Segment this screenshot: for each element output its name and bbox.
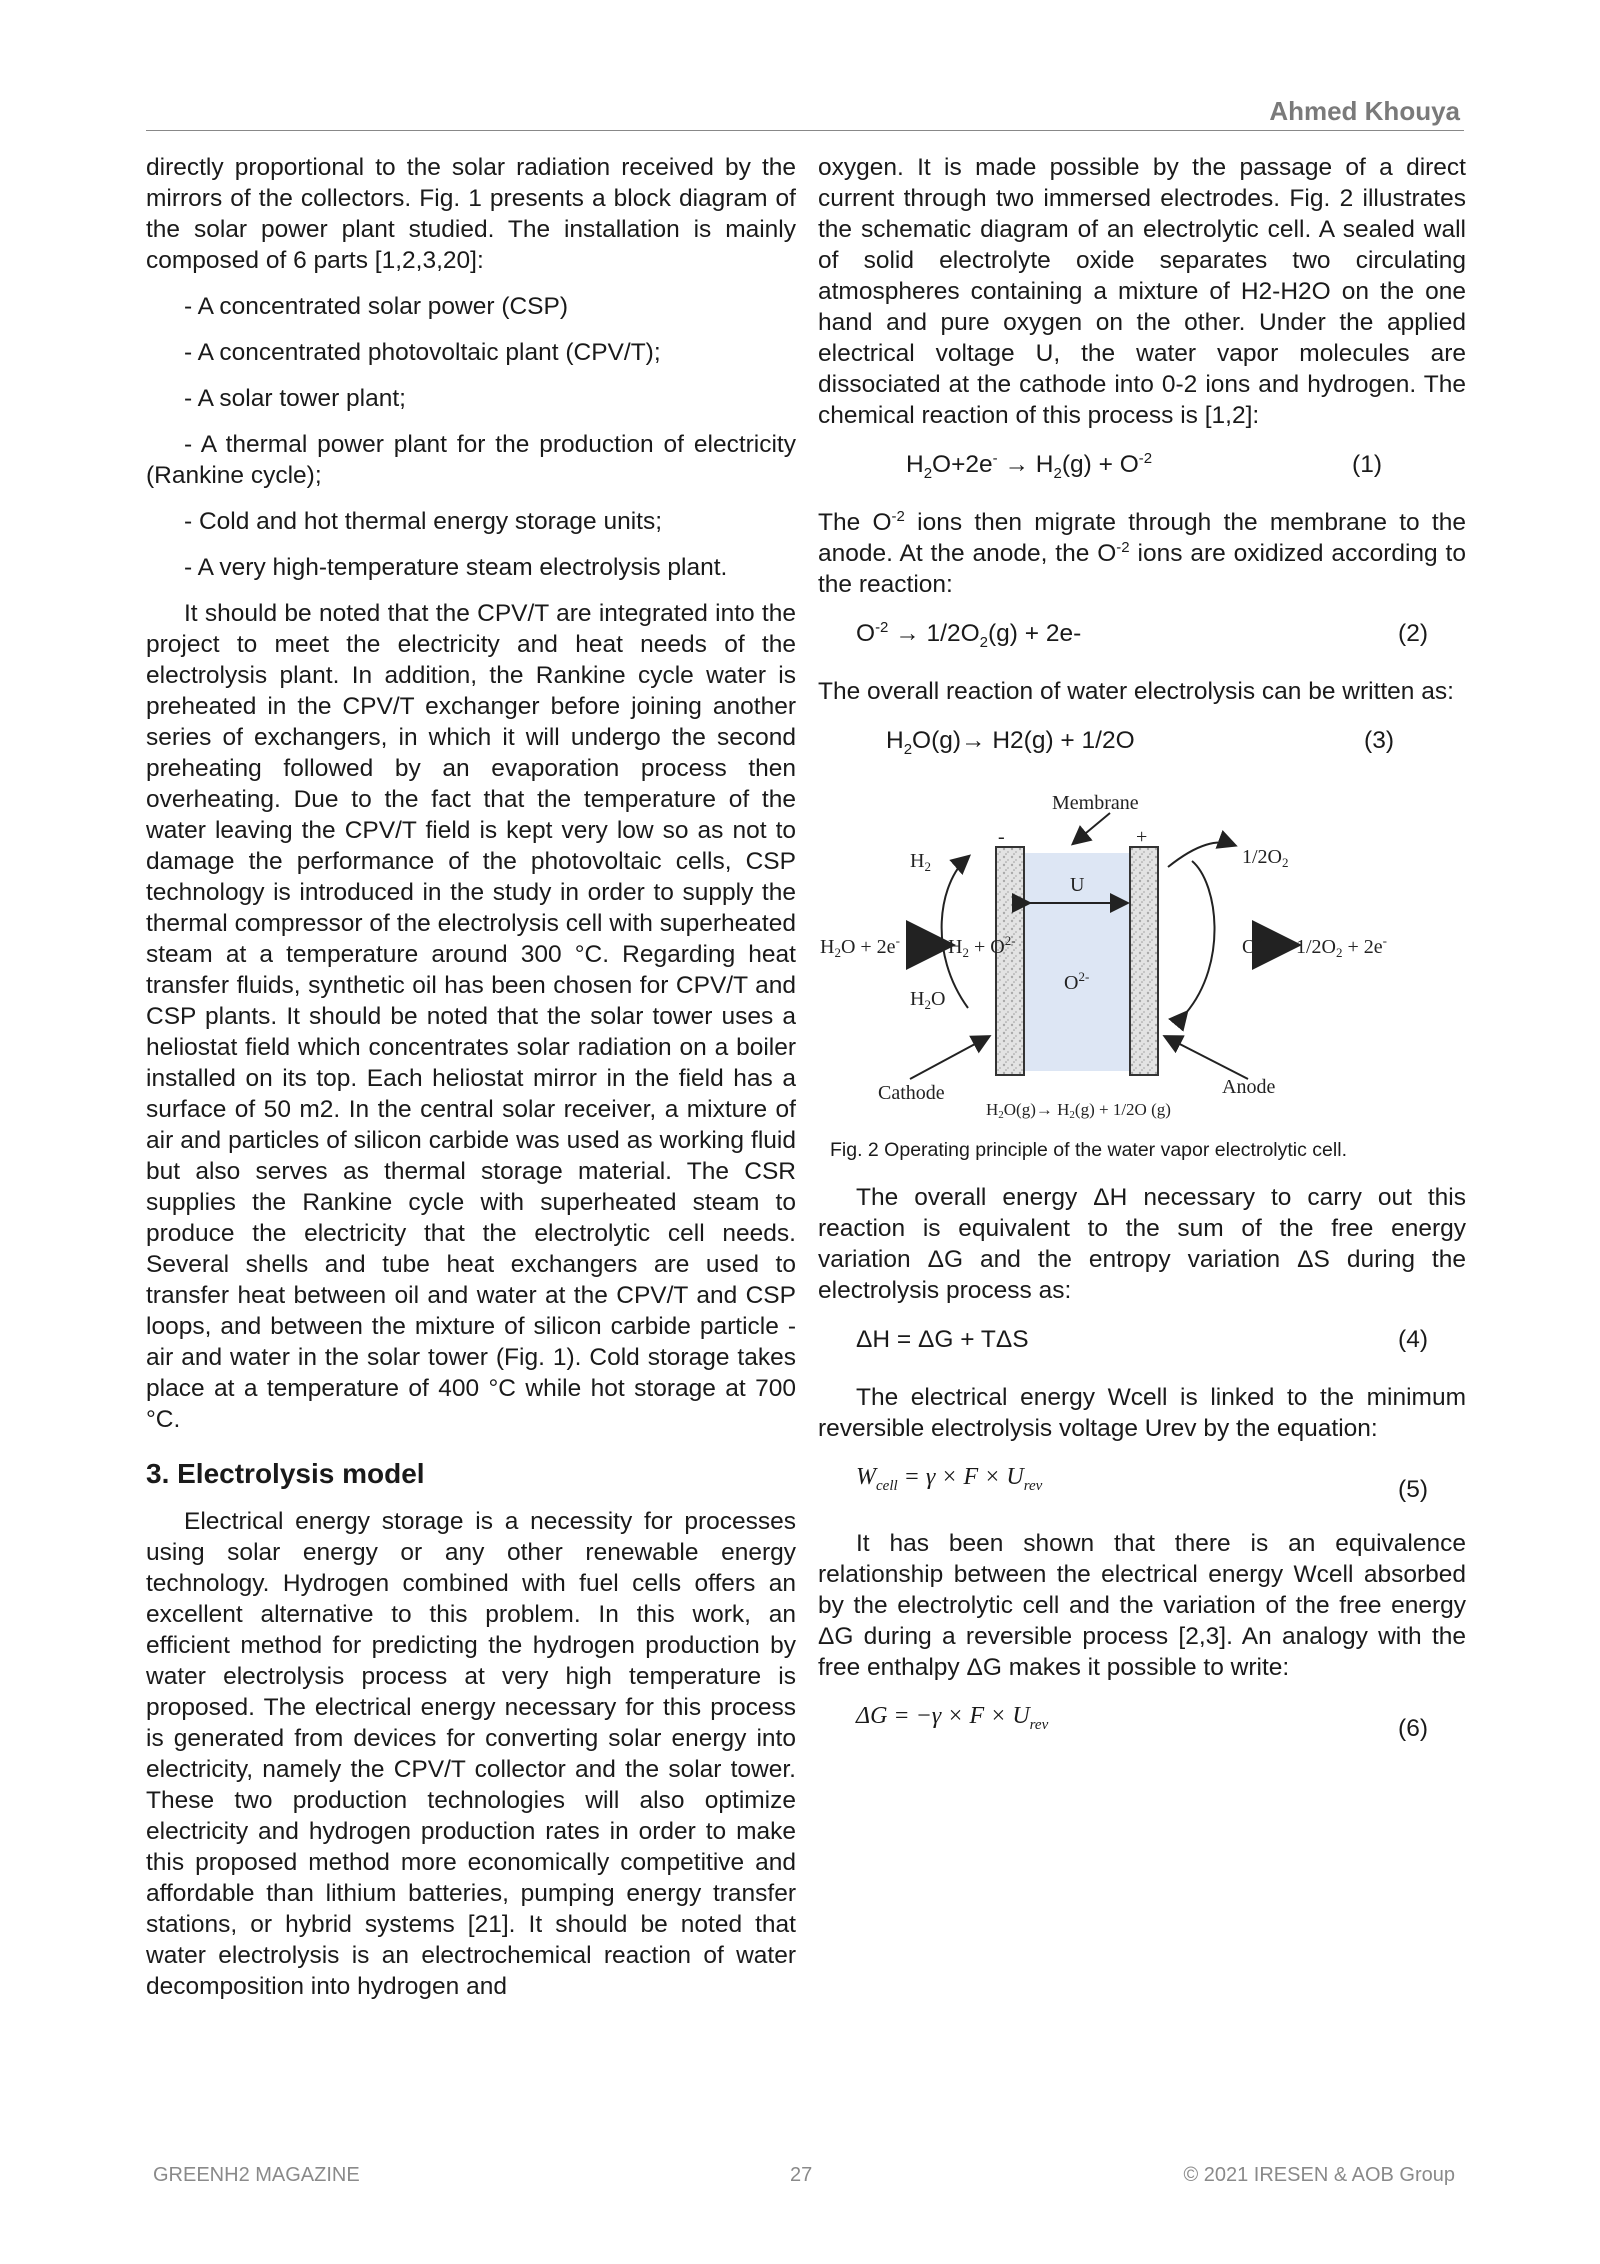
equation-number: (3) (1364, 727, 1394, 754)
list-item: - Cold and hot thermal energy storage units; (184, 508, 663, 535)
equation-1 (818, 449, 1466, 485)
equation-number: (1) (1352, 451, 1382, 478)
list-item: - A concentrated solar power (CSP) (184, 293, 569, 320)
equation-formula: $\Delta G = -\gamma \times F \times U_{rev}$ (856, 1703, 1049, 1733)
list-item: - A very high-temperature steam electrolysis plant. (184, 554, 728, 581)
figure-caption: Fig. 2 Operating principle of the water vapor electrolytic cell. (830, 1139, 1347, 1161)
paragraph: Electrical energy storage is a necessity for processes using solar energy or any other renewable energy technology. Hydrogen combined with fuel cells offers an excellent alternative to this problem. In this work, an efficient method for predicting the hydrogen production by water electrolysis process at very high temperature is proposed. The electrical energy necessary for this process is generated from devices for converting solar energy into electricity, namely the CPV/T collector and the solar tower. These two production technologies will also optimize electricity and hydrogen production rates in order to make this proposed method more economically competitive and affordable than lithium batteries, pumping energy transfer stations, or hybrid systems [21]. It should be noted that water electrolysis is an electrochemical reaction of water decomposition into hydrogen and (146, 1508, 796, 2000)
equation-4 (818, 1324, 1466, 1360)
paragraph: The electrical energy Wcell is linked to the minimum reversible electrolysis voltage Urev by the equation: (818, 1384, 1466, 1442)
paragraph: It should be noted that the CPV/T are integrated into the project to meet the electricity and heat needs of the electrolysis plant. In addition, the Rankine cycle water is preheated in the CPV/T exchanger before joining another series of exchangers, in which it will undergo the second preheating followed by an evaporation process then overheating. Due to the fact that the temperature of the water leaving the CPV/T field is kept very low so as not to damage the performance of the photovoltaic cells, CSP technology is introduced in the study in order to supply the thermal compressor of the electrolysis cell with superheated steam at a temperature around 300 °C. Regarding heat transfer fluids, synthetic oil has been chosen for CPV/T and CSP plants. It should be noted that the solar tower uses a heliostat field which concentrates solar radiation on a boiler installed on its top. Each heliostat mirror in the field has a surface of 50 m2. In the central solar receiver, a mixture of air and particles of silicon carbide was used as working fluid but also serves as thermal storage material. The CSR supplies the Rankine cycle with superheated steam to produce the electricity that the electrolytic cell needs. Several shells and tube heat exchangers are used to transfer heat between oil and water at the CPV/T and CSP loops, and between the mixture of silicon carbide particle -air and water in the solar tower (Fig. 1). Cold storage takes place at a temperature of 400 °C while hot storage at 700 °C. (146, 600, 796, 1433)
paragraph: directly proportional to the solar radiation received by the mirrors of the collectors. Fig. 1 presents a block diagram of the solar power plant studied. The installation is mainly composed of 6 parts [1,2,3,20]: (146, 154, 796, 274)
paragraph: The overall energy ΔH necessary to carry out this reaction is equivalent to the sum of the free energy variation ΔG and the entropy variation ΔS during the electrolysis process as: (818, 1184, 1466, 1304)
equation-3 (818, 725, 1466, 761)
h2-flow-arrow (942, 857, 968, 1008)
equation-number: (4) (1398, 1326, 1428, 1353)
anode-electrode (1130, 847, 1158, 1075)
footer-copyright: © 2021 IRESEN & AOB Group (1183, 2164, 1455, 2186)
equation-2 (818, 618, 1466, 654)
footer-magazine: GREENH2 MAGAZINE (153, 2164, 360, 2186)
footer-page-number: 27 (790, 2164, 813, 2186)
equation-formula: $H_2O(g)\to H2(g) + 1/2O$ (886, 727, 1135, 758)
h2-label: $H_2$ (910, 850, 931, 874)
electrolytic-cell-diagram (818, 783, 1466, 1133)
equation-number: (2) (1398, 620, 1428, 647)
header-rule (146, 130, 1464, 131)
membrane-arrow (1074, 813, 1110, 843)
membrane-label: Membrane (1052, 792, 1139, 814)
equation-formula: ΔH = ΔG + TΔS (856, 1326, 1029, 1353)
anode-products: $1/2O_2 + 2e^-$ (1296, 933, 1387, 960)
equation-number: (6) (1398, 1715, 1428, 1742)
cathode-pointer (910, 1037, 988, 1079)
cathode-label: Cathode (878, 1082, 945, 1104)
overall-reaction-label: H2O(g)→ H2(g) + 1/2O (g) (986, 1100, 1171, 1121)
paragraph: The overall reaction of water electrolysis can be written as: (818, 678, 1454, 705)
half-o2-label: $1/2O_2$ (1242, 846, 1289, 870)
cathode-reaction: $H_2O + 2e^-$ (820, 933, 900, 960)
paragraph: It has been shown that there is an equivalence relationship between the electrical energy Wcell absorbed by the electrolytic cell and the variation of the free energy ΔG during a reversible process [2,3]. An analogy with the free enthalpy ΔG makes it possible to write: (818, 1530, 1466, 1681)
list-item: - A concentrated photovoltaic plant (CPV/T); (184, 339, 661, 366)
minus-sign: - (998, 826, 1005, 848)
anode-reactant: $O^{2-}$ (1242, 933, 1268, 958)
oxygen-ion-label: $O^{2-}$ (1064, 969, 1090, 994)
equation-5 (818, 1462, 1466, 1506)
equation-number: (5) (1398, 1476, 1428, 1503)
section-title: 3. Electrolysis model (146, 1458, 425, 1489)
cathode-products: $H_2 + O^{2-}$ (948, 933, 1016, 960)
equation-formula: $H_2O+2e^- \to H_2(g) + O^{-2}$ (906, 449, 1153, 482)
o2-flow-arrow-upper (1168, 843, 1234, 867)
header-author: Ahmed Khouya (1269, 96, 1460, 126)
right-column (818, 152, 1466, 1767)
electrolytic-cell-figure (818, 783, 1466, 1133)
equation-formula: $O^{-2} \to 1/2O_2(g) + 2e-$ (856, 618, 1082, 651)
o2-flow-arrow-lower (1186, 861, 1215, 1013)
list-item: - A solar tower plant; (184, 385, 406, 412)
voltage-label: U (1070, 874, 1085, 896)
equation-6 (818, 1701, 1466, 1745)
anode-pointer (1166, 1037, 1248, 1079)
paragraph: The $O^{-2}$ ions then migrate through the membrane to the anode. At the anode, the $O^{-2}$ ions are oxidized according to the reaction: (818, 507, 1466, 598)
equation-formula: $W_{cell} = \gamma \times F \times U_{rev}$ (856, 1464, 1043, 1494)
cathode-electrode (996, 847, 1024, 1075)
left-column (146, 152, 796, 2017)
anode-label: Anode (1222, 1076, 1276, 1098)
plus-sign: + (1136, 826, 1148, 848)
list-item: - A thermal power plant for the production of electricity (Rankine cycle); (146, 431, 796, 489)
paragraph: oxygen. It is made possible by the passage of a direct current through two immersed electrodes. Fig. 2 illustrates the schematic diagram of an electrolytic cell. A sealed wall of solid electrolyte oxide separates two circulating atmospheres containing a mixture of H2-H2O on the one hand and pure oxygen on the other. Under the applied electrical voltage U, the water vapor molecules are dissociated at the cathode into 0-2 ions and hydrogen. The chemical reaction of this process is [1,2]: (818, 154, 1466, 429)
h2o-label: $H_2O$ (910, 988, 946, 1012)
